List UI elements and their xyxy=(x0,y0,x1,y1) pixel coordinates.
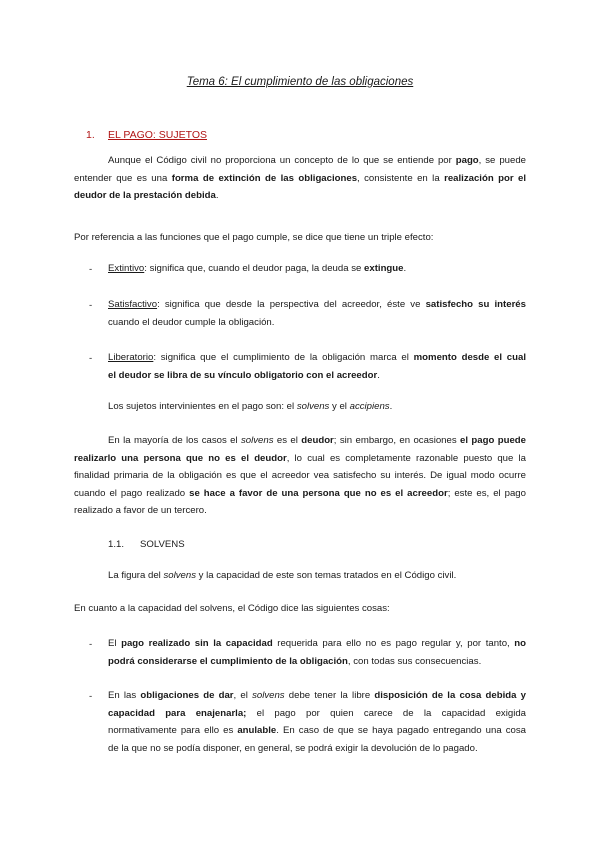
bold-run: momento desde el cual xyxy=(413,352,527,363)
text-run: . xyxy=(403,263,407,274)
bold-run: podrá considerarse el cumplimiento de la obligación xyxy=(108,655,348,667)
text-run: : significa que el cumplimiento de la obligación marca el xyxy=(153,352,414,363)
bold-run: disposición de la cosa debida y xyxy=(374,690,526,701)
document-title: Tema 6: El cumplimiento de las obligaciones xyxy=(186,76,414,88)
text-run: , el xyxy=(233,690,253,701)
text-run: requerida para ello no es pago regular y, por tanto, xyxy=(272,638,515,649)
section-title: SOLVENS xyxy=(140,539,185,550)
effect-liberatorio xyxy=(108,349,526,384)
term-underlined: Extintivo xyxy=(108,263,145,274)
text-run: El xyxy=(108,638,122,649)
italic-run: solvens xyxy=(252,690,285,701)
term-underlined: Liberatorio xyxy=(108,352,154,363)
capacity-intro: En cuanto a la capacidad del solvens, el Código dice las siguientes cosas: xyxy=(74,603,390,614)
italic-run: solvens xyxy=(163,570,196,581)
bold-run: realizarlo una persona que no es el deudor xyxy=(74,452,287,464)
text-run: En la mayoría de los casos el xyxy=(108,435,241,446)
text-run: . En caso de que se haya pagado entregando una cosa xyxy=(276,725,527,736)
text-run: En las xyxy=(108,690,141,701)
list-dash: - xyxy=(89,264,93,275)
text-run: , con todas sus consecuencias. xyxy=(347,655,482,667)
text-run: entender que es una xyxy=(74,172,172,184)
text-run: es el xyxy=(273,435,302,446)
text-run: , lo cual es completamente razonable puesto que la xyxy=(286,452,526,464)
bold-run: el pago puede xyxy=(460,435,526,446)
bold-run: forma de extinción de las obligaciones xyxy=(171,172,358,184)
bold-run: el deudor se libra de su vínculo obligatorio con el acreedor xyxy=(108,369,378,381)
majority-paragraph xyxy=(74,432,526,520)
text-run: La figura del xyxy=(108,570,164,581)
list-dash: - xyxy=(89,300,93,311)
list-dash: - xyxy=(89,639,93,650)
text-run: normativamente para ello es xyxy=(108,725,238,736)
bold-run: pago realizado sin la capacidad xyxy=(121,638,273,649)
bold-run: se hace a favor de una persona que no es el acreedor xyxy=(189,487,448,499)
text-run: . xyxy=(389,401,393,412)
text-run: , consistente en la xyxy=(357,172,445,184)
bold-run: obligaciones de dar xyxy=(140,690,234,701)
text-run: . xyxy=(215,190,219,201)
bold-run: extingue xyxy=(364,263,404,274)
text-run: . xyxy=(377,369,380,381)
italic-run: solvens xyxy=(241,435,274,446)
bold-run: realización por el xyxy=(444,172,526,184)
bold-run: satisfecho su interés xyxy=(425,299,526,310)
effect-extintivo xyxy=(108,260,526,278)
solvens-intro xyxy=(108,570,456,582)
text-run: el pago por quien carece de la capacidad exigida xyxy=(246,707,526,719)
italic-run: solvens xyxy=(296,401,330,412)
bold-run: capacidad para enajenarla; xyxy=(108,707,247,719)
text-run: Aunque el Código civil no proporciona un concepto de lo que se entiende por xyxy=(108,155,456,166)
text-run: de la que no se podía disponer, en general, se podrá exigir la devolución de lo pagado. xyxy=(108,742,478,754)
text-run: : significa que desde la perspectiva del acreedor, éste ve xyxy=(157,299,426,310)
text-run: , se puede xyxy=(478,155,526,166)
capacity-item-2 xyxy=(108,687,526,757)
text-run: debe tener la libre xyxy=(284,690,375,701)
effects-intro: Por referencia a las funciones que el pago cumple, se dice que tiene un triple efecto: xyxy=(74,232,434,243)
text-run: cuando el pago realizado xyxy=(74,487,190,499)
intro-paragraph xyxy=(74,152,526,205)
italic-run: accipiens xyxy=(349,401,390,412)
list-dash: - xyxy=(89,353,93,364)
text-run: y el xyxy=(329,401,350,412)
term-underlined: Satisfactivo xyxy=(108,299,158,310)
section-title: EL PAGO: SUJETOS xyxy=(108,129,208,141)
effect-satisfactivo xyxy=(108,296,526,331)
bold-run: deudor de la prestación debida xyxy=(74,190,216,201)
text-run: realizado a favor de un tercero. xyxy=(74,505,207,516)
bold-run: no xyxy=(514,638,526,649)
section-heading-1 xyxy=(86,129,207,141)
capacity-item-1 xyxy=(108,635,526,670)
list-dash: - xyxy=(89,691,93,702)
text-run: : significa que, cuando el deudor paga, la deuda se xyxy=(144,263,365,274)
text-run: y la capacidad de este son temas tratados en el Código civil. xyxy=(196,570,457,581)
text-run: ; este es, el pago xyxy=(447,487,526,499)
text-run: Los sujetos intervinientes en el pago son: el xyxy=(108,401,297,412)
section-number: 1. xyxy=(86,129,95,141)
bold-run: anulable xyxy=(237,725,277,736)
text-run: finalidad primaria de la obligación es que el acreedor vea satisfecho su interés. De igual modo ocurre xyxy=(74,470,526,481)
bold-run: pago xyxy=(455,155,479,166)
text-run: cuando el deudor cumple la obligación. xyxy=(108,316,275,328)
section-heading-1-1 xyxy=(108,539,185,550)
text-run: ; sin embargo, en ocasiones xyxy=(333,435,461,446)
bold-run: deudor xyxy=(301,435,334,446)
subjects-sentence xyxy=(108,401,392,413)
section-number: 1.1. xyxy=(108,539,125,550)
